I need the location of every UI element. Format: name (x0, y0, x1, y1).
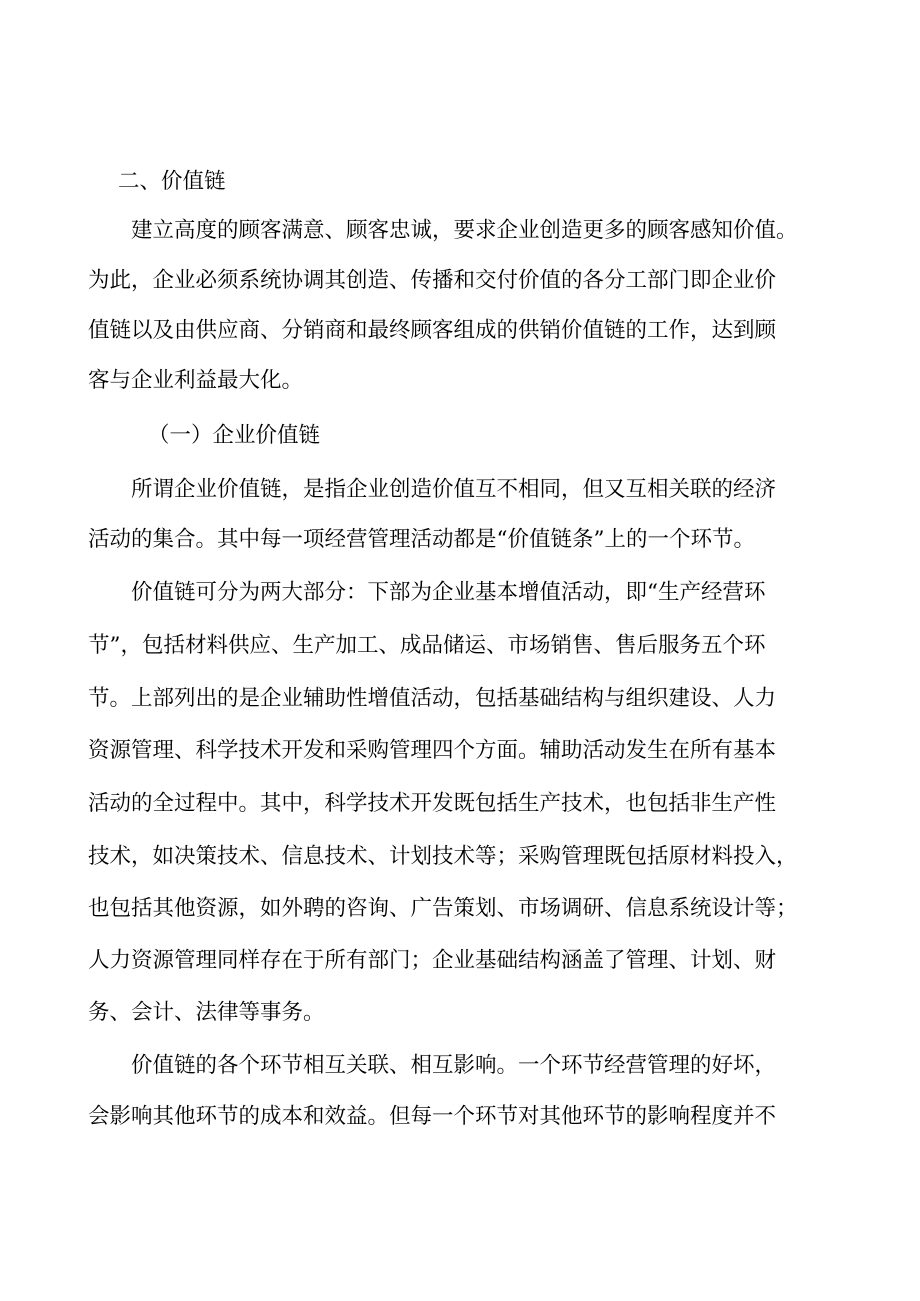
paragraph-line: 也包括其他资源，如外聘的咨询、广告策划、市场调研、信息系统设计等； (88, 896, 798, 921)
paragraph-line: 客与企业利益最大化。 (88, 368, 304, 393)
paragraph-line: 活动的集合。其中每一项经营管理活动都是“价值链条”上的一个环节。 (88, 527, 755, 552)
paragraph-line: 建立高度的顾客满意、顾客忠诚，要求企业创造更多的顾客感知价值。 (131, 218, 798, 243)
paragraph-line: 为此，企业必须系统协调其创造、传播和交付价值的各分工部门即企业价 (88, 268, 777, 293)
paragraph-line: 会影响其他环节的成本和效益。但每一个环节对其他环节的影响程度并不 (88, 1104, 777, 1129)
paragraph-line: 价值链的各个环节相互关联、相互影响。一个环节经营管理的好坏， (131, 1053, 777, 1078)
paragraph-line: 节”，包括材料供应、生产加工、成品储运、市场销售、售后服务五个环 (88, 633, 766, 658)
paragraph-line: 人力资源管理同样存在于所有部门；企业基础结构涵盖了管理、计划、财 (88, 948, 777, 973)
paragraph-line: 价值链可分为两大部分：下部为企业基本增值活动，即“生产经营环 (131, 580, 766, 605)
paragraph-line: 技术，如决策技术、信息技术、计划技术等；采购管理既包括原材料投入， (88, 844, 798, 869)
subsection-heading: （一）企业价值链 (148, 423, 321, 448)
paragraph-line: 所谓企业价值链，是指企业创造价值互不相同，但又互相关联的经济 (131, 477, 777, 502)
paragraph-line: 资源管理、科学技术开发和采购管理四个方面。辅助活动发生在所有基本 (88, 738, 777, 763)
section-heading: 二、价值链 (118, 169, 226, 194)
paragraph-line: 值链以及由供应商、分销商和最终顾客组成的供销价值链的工作，达到顾 (88, 318, 777, 343)
paragraph-line: 务、会计、法律等事务。 (88, 1000, 325, 1025)
paragraph-line: 活动的全过程中。其中，科学技术开发既包括生产技术，也包括非生产性 (88, 791, 777, 816)
paragraph-line: 节。上部列出的是企业辅助性增值活动，包括基础结构与组织建设、人力 (88, 686, 777, 711)
